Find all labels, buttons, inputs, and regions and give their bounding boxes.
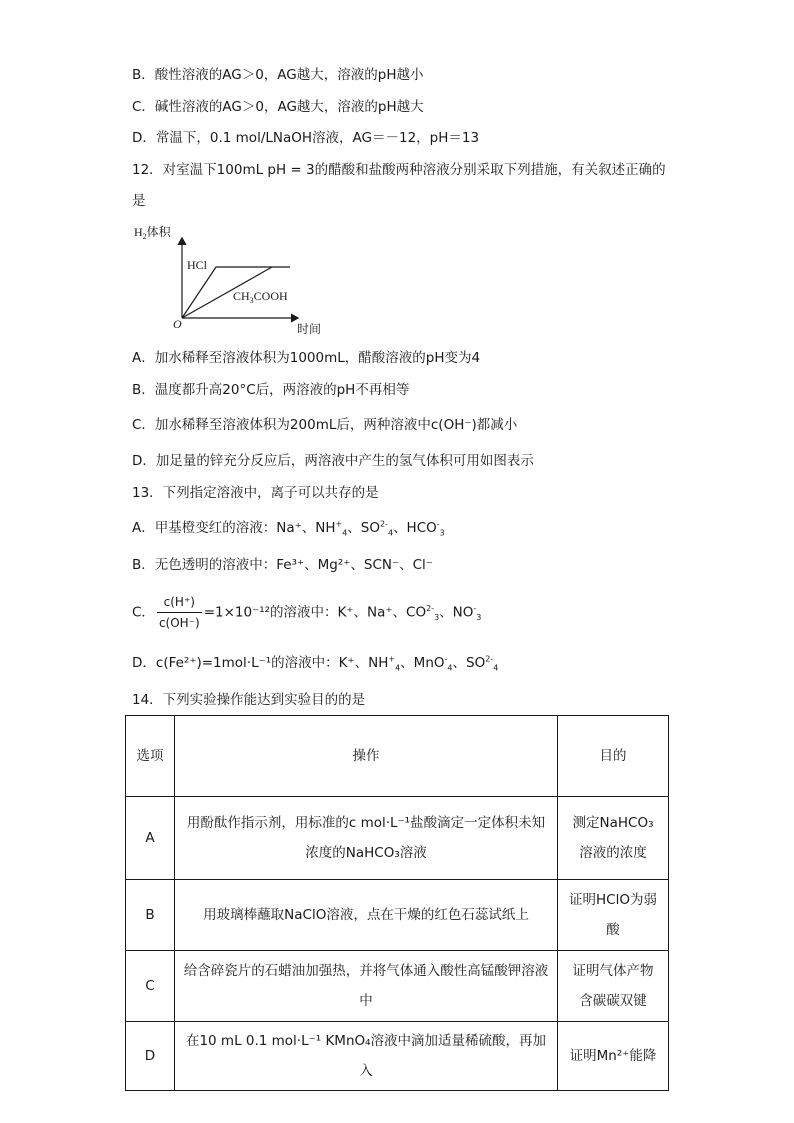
row-operation: 用玻璃棒蘸取NaClO溶液，点在干燥的红色石蕊试纸上 bbox=[175, 880, 558, 951]
hco3-charge: - bbox=[436, 519, 440, 529]
option-12b: B．温度都升高20°C后，两溶液的pH不再相等 bbox=[132, 382, 410, 398]
option-13d-so4: 、SO bbox=[452, 655, 486, 671]
row-option: D bbox=[126, 1022, 175, 1091]
row-goal: 证明HClO为弱酸 bbox=[558, 880, 669, 951]
header-goal: 目的 bbox=[558, 716, 669, 797]
row-option: C bbox=[126, 951, 175, 1022]
table-row bbox=[126, 880, 669, 951]
experiment-table bbox=[125, 715, 669, 1091]
table-row bbox=[126, 951, 669, 1022]
option-13c bbox=[132, 593, 481, 632]
fraction-denominator: c(OH⁻) bbox=[158, 616, 200, 630]
question-12-stem: 12．对室温下100mL pH = 3的醋酸和盐酸两种溶液分别采取下列措施，有关叙述正确的 bbox=[132, 162, 666, 178]
nh4-charge-d: + bbox=[388, 654, 396, 664]
option-13c-no3: 、NO bbox=[439, 604, 474, 621]
hco3-index: 3 bbox=[439, 528, 445, 538]
co3-charge: 2- bbox=[426, 604, 435, 613]
row-goal: 测定NaHCO₃溶液的浓度 bbox=[558, 797, 669, 880]
option-12d: D．加足量的锌充分反应后，两溶液中产生的氢气体积可用如图表示 bbox=[132, 453, 534, 469]
option-12c-text: C．加水稀释至溶液体积为200mL后，两种溶液中c bbox=[132, 417, 439, 433]
option-11d: D．常温下，0.1 mol/LNaOH溶液，AG＝－12，pH＝13 bbox=[132, 130, 480, 146]
mno4-charge: - bbox=[444, 654, 448, 664]
row-operation: 用酚酞作指示剂，用标准的c mol·L⁻¹盐酸滴定一定体积未知浓度的NaHCO₃溶液 bbox=[175, 797, 558, 880]
row-option: B bbox=[126, 880, 175, 951]
header-operation: 操作 bbox=[175, 716, 558, 797]
question-12-stem-cont: 是 bbox=[132, 193, 146, 209]
option-13a bbox=[132, 519, 445, 537]
option-13a-hco3: 、HCO bbox=[393, 520, 437, 536]
nh4-index: 4 bbox=[342, 528, 348, 538]
row-goal: 证明气体产物含碳碳双键 bbox=[558, 951, 669, 1022]
option-13c-text: =1×10⁻¹²的溶液中：K⁺、Na⁺、CO bbox=[203, 604, 427, 621]
co3-index: 3 bbox=[434, 613, 440, 623]
nh4-charge: + bbox=[335, 519, 343, 529]
no3-index: 3 bbox=[476, 613, 482, 623]
nh4-index-d: 4 bbox=[395, 663, 401, 673]
option-12c bbox=[132, 416, 517, 434]
mno4-index: 4 bbox=[447, 663, 453, 673]
table-header-row bbox=[126, 716, 669, 797]
hydrogen-volume-graph bbox=[128, 222, 338, 340]
table-row bbox=[126, 1022, 669, 1091]
option-13d bbox=[132, 654, 498, 672]
fraction-numerator: c(H⁺) bbox=[157, 593, 202, 613]
y-axis-label: $H_2$体积 bbox=[134, 225, 171, 241]
option-12a: A．加水稀释至溶液体积为1000mL，醋酸溶液的pH变为4 bbox=[132, 350, 481, 366]
option-11c: C．碱性溶液的AG＞0，AG越大，溶液的pH越大 bbox=[132, 99, 424, 115]
origin-label: O bbox=[173, 317, 182, 331]
no3-charge: - bbox=[473, 604, 477, 613]
x-axis-label: 时间 bbox=[297, 322, 322, 336]
ch3cooh-label: $CH_3COOH$ bbox=[233, 289, 288, 305]
option-13b: B．无色透明的溶液中：Fe³⁺、Mg²⁺、SCN⁻、Cl⁻ bbox=[132, 557, 433, 573]
option-13d-mno4: 、MnO bbox=[400, 655, 445, 671]
row-operation: 在10 mL 0.1 mol·L⁻¹ KMnO₄溶液中滴加适量稀硫酸，再加入 bbox=[175, 1022, 558, 1091]
question-14-stem: 14．下列实验操作能达到实验目的的是 bbox=[132, 692, 366, 708]
option-12c-end: 都减小 bbox=[476, 417, 518, 433]
table-row bbox=[126, 797, 669, 880]
so4-charge-d: 2- bbox=[485, 654, 494, 664]
option-13c-label: C． bbox=[132, 604, 155, 621]
concentration-ratio-fraction bbox=[157, 593, 202, 632]
option-13a-so4: 、SO bbox=[347, 520, 380, 536]
option-12c-ion: (OH⁻) bbox=[438, 417, 477, 433]
question-13-stem: 13．下列指定溶液中，离子可以共存的是 bbox=[132, 485, 379, 501]
hcl-label: HCl bbox=[187, 258, 208, 272]
so4-index: 4 bbox=[387, 528, 394, 538]
option-11b: B．酸性溶液的AG＞0，AG越大，溶液的pH越小 bbox=[132, 67, 424, 83]
row-option: A bbox=[126, 797, 175, 880]
so4-charge: 2- bbox=[379, 519, 388, 529]
row-goal: 证明Mn²⁺能降 bbox=[558, 1022, 669, 1091]
option-13a-text: A．甲基橙变红的溶液：Na⁺、NH bbox=[132, 520, 336, 536]
option-13d-text: D．c(Fe²⁺)=1mol·L⁻¹的溶液中：K⁺、NH bbox=[132, 655, 389, 671]
header-option: 选项 bbox=[126, 716, 175, 797]
row-operation: 给含碎瓷片的石蜡油加强热，并将气体通入酸性高锰酸钾溶液中 bbox=[175, 951, 558, 1022]
so4-index-d: 4 bbox=[493, 663, 499, 673]
